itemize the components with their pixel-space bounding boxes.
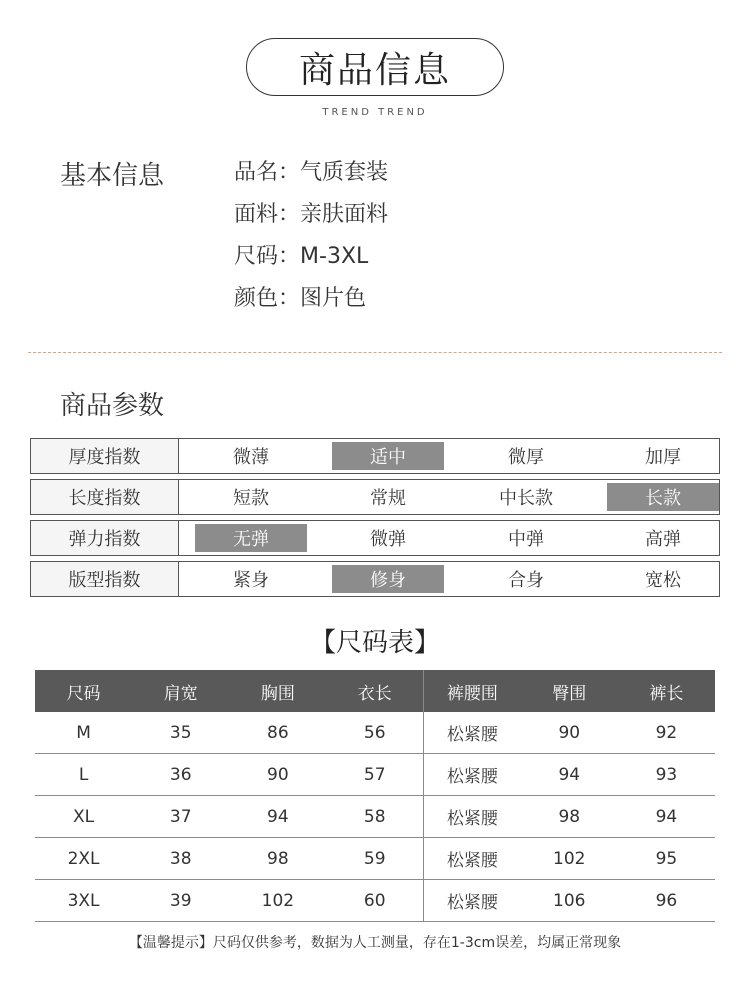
param-option: 中弹 [508,529,544,550]
param-option: 高弹 [645,529,681,550]
table-cell: L [35,754,132,796]
param-label: 版型指数 [31,562,179,596]
size-table-header: 裤腰围 [424,670,521,712]
size-table-title: 【尺码表】 [309,628,440,658]
table-cell: 86 [229,712,326,754]
size-table-header: 肩宽 [132,670,229,712]
basic-info-value: 图片色 [300,286,367,311]
table-cell: 松紧腰 [424,712,521,754]
param-option-selected: 长款 [607,483,719,511]
table-cell: 96 [618,880,715,922]
table-cell: 92 [618,712,715,754]
size-table [35,670,715,922]
table-cell: 93 [618,754,715,796]
table-row [35,838,715,880]
size-table-header: 衣长 [326,670,423,712]
param-option: 微薄 [233,447,269,468]
param-label: 厚度指数 [31,439,179,473]
size-table-header: 胸围 [229,670,326,712]
table-cell: 36 [132,754,229,796]
basic-info-value: M-3XL [300,244,369,269]
param-label: 长度指数 [31,480,179,514]
table-cell: 60 [326,880,423,922]
table-cell: 90 [229,754,326,796]
table-row [35,880,715,922]
table-cell: 37 [132,796,229,838]
table-cell: 102 [521,838,618,880]
size-table-header: 臀围 [521,670,618,712]
size-table-header: 裤长 [618,670,715,712]
param-label: 弹力指数 [31,521,179,555]
table-cell: 松紧腰 [424,880,521,922]
table-cell: 39 [132,880,229,922]
table-cell: 56 [326,712,423,754]
param-option: 微厚 [508,447,544,468]
table-cell: 98 [229,838,326,880]
basic-info-row: 品名：气质套装 [234,160,389,185]
table-row [35,712,715,754]
table-cell: 90 [521,712,618,754]
table-cell: 94 [618,796,715,838]
size-table-header: 尺码 [35,670,132,712]
param-row-length [30,479,720,515]
table-cell: 94 [229,796,326,838]
table-cell: 102 [229,880,326,922]
table-cell: 98 [521,796,618,838]
param-option: 短款 [233,488,269,509]
table-row [35,754,715,796]
param-options [179,480,719,514]
table-cell: 2XL [35,838,132,880]
basic-info-row: 尺码：M-3XL [234,244,369,269]
table-cell: 59 [326,838,423,880]
table-cell: XL [35,796,132,838]
param-row-thickness [30,438,720,474]
param-row-fit [30,561,720,597]
param-option-selected: 修身 [332,565,444,593]
basic-info-value: 气质套装 [300,160,389,185]
section-divider [28,352,722,353]
table-row [35,796,715,838]
param-option-selected: 无弹 [195,524,307,552]
param-options [179,439,719,473]
params-heading: 商品参数 [60,391,165,421]
basic-info-label: 品名 [234,160,279,185]
param-option: 中长款 [499,488,553,509]
basic-info-list [234,155,388,323]
basic-info-label: 尺码 [234,244,279,269]
table-cell: 35 [132,712,229,754]
table-cell: 38 [132,838,229,880]
table-cell: 95 [618,838,715,880]
page-subtitle: TREND TREND [322,107,428,118]
param-option: 加厚 [645,447,681,468]
param-option: 常规 [370,488,406,509]
table-cell: 94 [521,754,618,796]
table-cell: 松紧腰 [424,754,521,796]
param-options [179,521,719,555]
table-cell: 106 [521,880,618,922]
basic-info-label: 颜色 [234,286,279,311]
table-cell: 3XL [35,880,132,922]
basic-info-heading: 基本信息 [60,161,165,191]
table-cell: 57 [326,754,423,796]
param-option: 微弹 [370,529,406,550]
table-cell: 松紧腰 [424,838,521,880]
table-cell: M [35,712,132,754]
table-cell: 58 [326,796,423,838]
param-row-elasticity [30,520,720,556]
param-options [179,562,719,596]
basic-info-label: 面料 [234,202,279,227]
table-cell: 松紧腰 [424,796,521,838]
size-disclaimer: 【温馨提示】尺码仅供参考，数据为人工测量，存在1-3cm误差，均属正常现象 [128,935,622,951]
basic-info-row: 颜色：图片色 [234,286,367,311]
size-table-header-row [35,670,715,712]
param-option: 紧身 [233,570,269,591]
basic-info-value: 亲肤面料 [300,202,389,227]
param-option: 合身 [508,570,544,591]
page-title: 商品信息 [246,38,504,96]
basic-info-row: 面料：亲肤面料 [234,202,389,227]
param-option: 宽松 [645,570,681,591]
param-option-selected: 适中 [332,442,444,470]
